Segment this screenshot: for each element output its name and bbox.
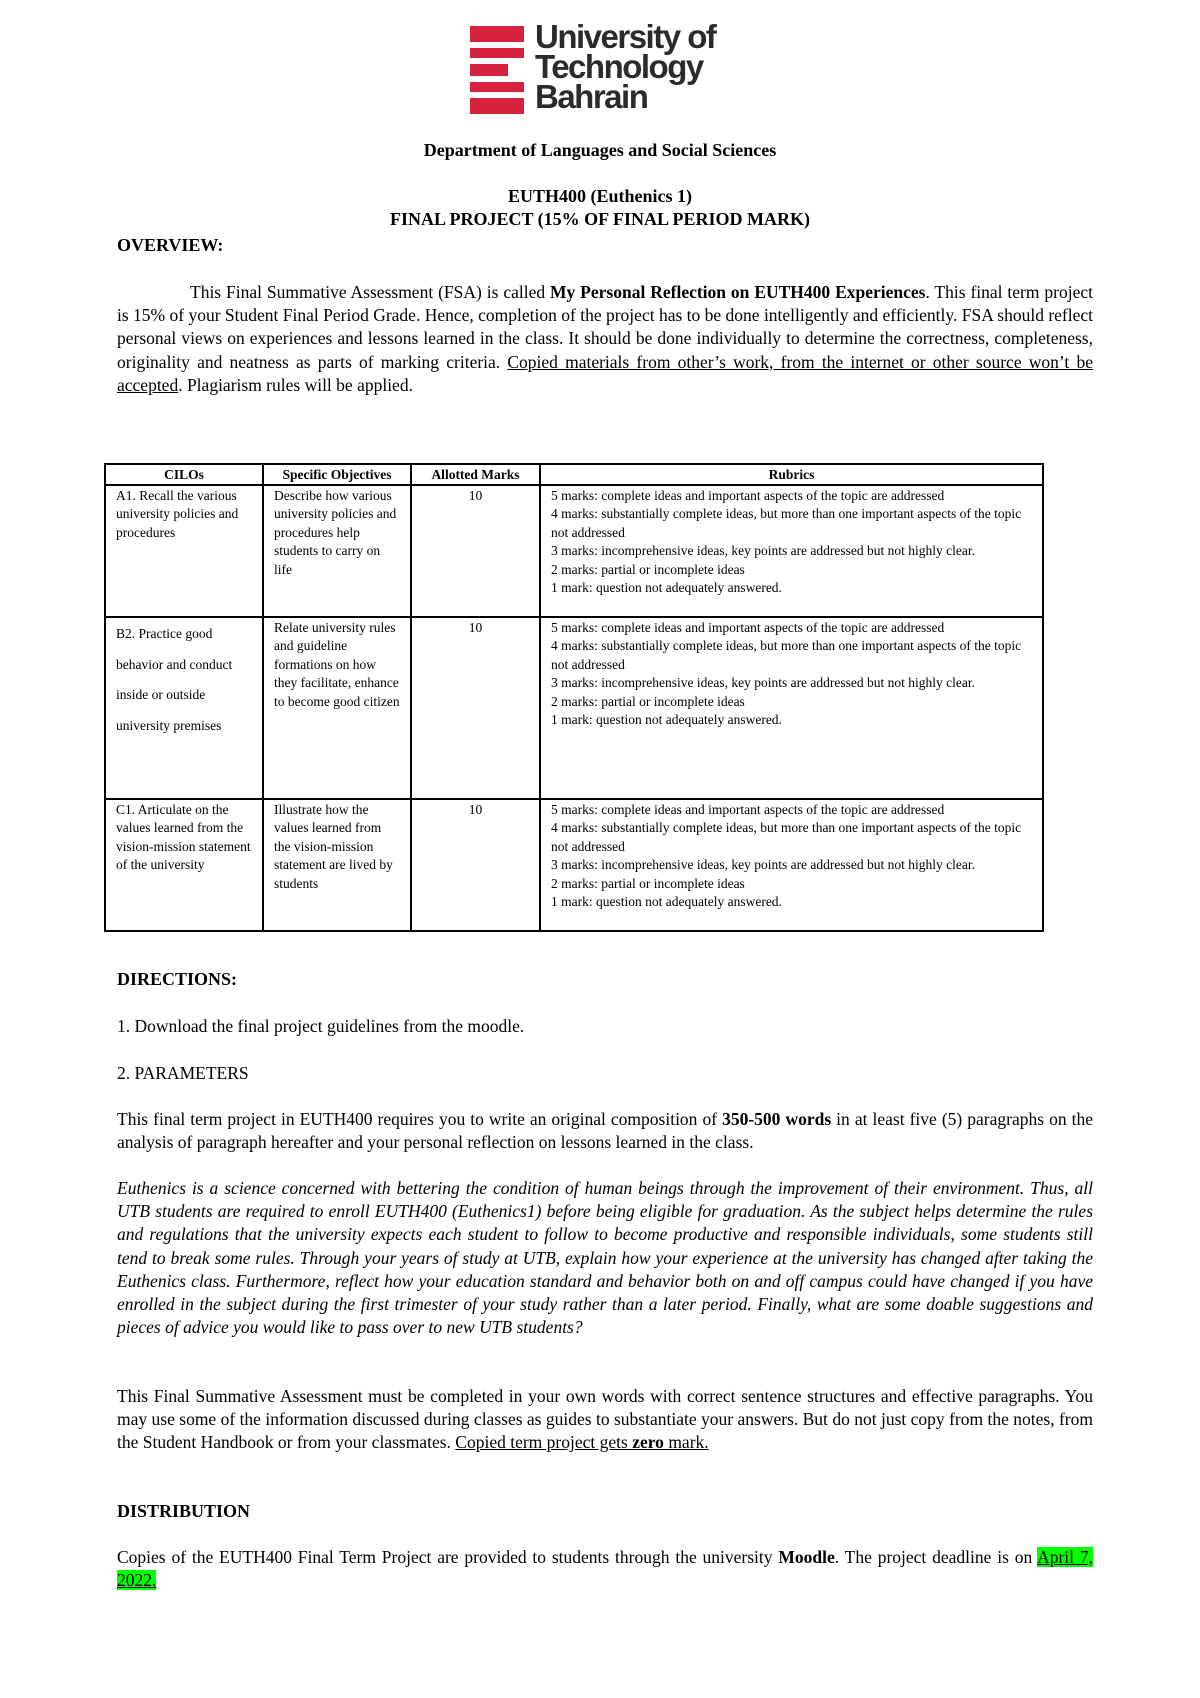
objective-cell: Illustrate how the values learned from the vision-mission statement are lived by students <box>263 799 411 931</box>
final-text: This Final Summative Assessment must be completed in your own words with correct sentence structures and effective paragraphs. You may use some of the information discussed during classes as guides to substantiate your answers. But do not just copy from the notes, from the Student Handbook or from your classmates. <box>117 1386 1093 1453</box>
rubric-line: 1 mark: question not adequately answered. <box>551 580 782 596</box>
rubric-line: 4 marks: substantially complete ideas, but more than one important aspects of the topic not addressed <box>551 820 1022 854</box>
rubric-line: 3 marks: incomprehensive ideas, key points are addressed but not highly clear. <box>551 857 976 873</box>
direction-item-1: 1. Download the final project guidelines from the moodle. <box>117 1016 525 1036</box>
header-cilos: CILOs <box>105 464 263 485</box>
direction-item-2: 2. PARAMETERS <box>117 1063 249 1083</box>
objective-cell: Relate university rules and guideline formations on how they facilitate, enhance to become good citizen <box>263 617 411 799</box>
cilo-cell: A1. Recall the various university policies and procedures <box>105 485 263 617</box>
distribution-paragraph <box>117 1546 1093 1592</box>
rubric-line: 2 marks: partial or incomplete ideas <box>551 875 745 891</box>
zero-warning-text-2: mark. <box>663 1432 709 1453</box>
rubric-line: 5 marks: complete ideas and important aspects of the topic are addressed <box>551 802 945 817</box>
parameters-paragraph <box>117 1108 1093 1154</box>
assessment-name: My Personal Reflection on EUTH400 Experiences <box>550 282 926 302</box>
table-header-row <box>105 464 1043 485</box>
word-count: 350-500 words <box>722 1109 832 1129</box>
logo-wordmark <box>535 18 716 115</box>
overview-text-3: . Plagiarism rules will be applied. <box>178 374 413 395</box>
logo-line-2: Technology <box>535 48 703 85</box>
university-logo <box>470 18 760 118</box>
rubrics-cell <box>540 799 1043 931</box>
deadline-highlight: April 7, 2022. <box>117 1547 1093 1591</box>
param-text-1: This final term project in EUTH400 requires you to write an original composition of <box>117 1109 723 1129</box>
overview-text-2: . This final term project is 15% of your Student Final Period Grade. Hence, completion of the project has to be done intelligently and efficiently. FSA should reflect personal views on experiences and lessons learned in the class. It should be done individually to determine the correctness, completeness, originality and neatness as parts of marking criteria. <box>117 282 1093 372</box>
table-row <box>105 799 1043 931</box>
overview-heading: OVERVIEW: <box>117 235 224 255</box>
table-row <box>105 617 1043 799</box>
prompt-paragraph: Euthenics is a science concerned with bettering the condition of human beings through the improvement of their environment. Thus, all UTB students are required to enroll EUTH400 (Euthenics1) before being eligible for graduation. As the subject helps determine the rules and regulations that the university expects each student to follow to become productive and responsible individuals, some students still tend to break some rules. Through your years of study at UTB, explain how your experience at the university has changed after taking the Euthenics class. Furthermore, reflect how your education standard and behavior both on and off campus could have changed if you have enrolled in the subject during the first trimester of your study rather than a later period. Finally, what are some doable suggestions and pieces of advice you would like to pass over to new UTB students? <box>117 1178 1093 1338</box>
distribution-heading: DISTRIBUTION <box>117 1501 251 1521</box>
department-title: Department of Languages and Social Sciences <box>423 140 777 160</box>
header-objectives: Specific Objectives <box>263 464 411 485</box>
plagiarism-warning: Copied materials from other’s work, from the internet or other source won’t be accepted <box>117 351 1093 395</box>
logo-line-1: University of <box>535 18 716 55</box>
cilo-cell: B2. Practice good behavior and conduct inside or outside university premises <box>105 617 263 799</box>
rubrics-cell <box>540 485 1043 617</box>
moodle-word: Moodle <box>778 1547 835 1567</box>
rubric-line: 5 marks: complete ideas and important aspects of the topic are addressed <box>551 488 945 503</box>
overview-text-1: This Final Summative Assessment (FSA) is called <box>190 282 551 302</box>
objective-cell: Describe how various university policies and procedures help students to carry on life <box>263 485 411 617</box>
rubric-line: 4 marks: substantially complete ideas, but more than one important aspects of the topic not addressed <box>551 506 1022 540</box>
utb-logo-mark-icon <box>470 26 524 114</box>
header-rubrics: Rubrics <box>540 464 1043 485</box>
rubric-line: 2 marks: partial or incomplete ideas <box>551 561 745 577</box>
distribution-text-2: . The project deadline is on <box>834 1547 1038 1567</box>
overview-paragraph <box>117 281 1093 397</box>
rubric-line: 4 marks: substantially complete ideas, but more than one important aspects of the topic not addressed <box>551 638 1022 672</box>
zero-mark-warning <box>455 1432 708 1452</box>
rubrics-cell <box>540 617 1043 799</box>
zero-word: zero <box>632 1432 664 1453</box>
rubric-line: 3 marks: incomprehensive ideas, key points are addressed but not highly clear. <box>551 543 976 559</box>
rubric-line: 1 mark: question not adequately answered. <box>551 712 782 728</box>
rubric-line: 3 marks: incomprehensive ideas, key points are addressed but not highly clear. <box>551 675 976 691</box>
table-row <box>105 485 1043 617</box>
rubric-line: 1 mark: question not adequately answered. <box>551 894 782 910</box>
zero-warning-text-1: Copied term project gets <box>455 1432 633 1453</box>
rubric-line: 2 marks: partial or incomplete ideas <box>551 693 745 709</box>
cilo-cell: C1. Articulate on the values learned from the vision-mission statement of the university <box>105 799 263 931</box>
final-paragraph <box>117 1385 1093 1455</box>
course-title: EUTH400 (Euthenics 1) <box>507 186 693 206</box>
distribution-text-1: Copies of the EUTH400 Final Term Project are provided to students through the university <box>117 1547 779 1567</box>
param-text-2: in at least five (5) paragraphs on the analysis of paragraph hereafter and your personal reflection on lessons learned in the class. <box>117 1109 1093 1153</box>
marks-cell: 10 <box>411 485 540 617</box>
rubric-table <box>104 463 1044 932</box>
logo-line-3: Bahrain <box>535 78 648 115</box>
marks-cell: 10 <box>411 617 540 799</box>
marks-cell: 10 <box>411 799 540 931</box>
directions-heading: DIRECTIONS: <box>117 969 238 989</box>
rubric-line: 5 marks: complete ideas and important aspects of the topic are addressed <box>551 620 945 635</box>
header-marks: Allotted Marks <box>411 464 540 485</box>
project-title: FINAL PROJECT (15% OF FINAL PERIOD MARK) <box>389 209 810 229</box>
